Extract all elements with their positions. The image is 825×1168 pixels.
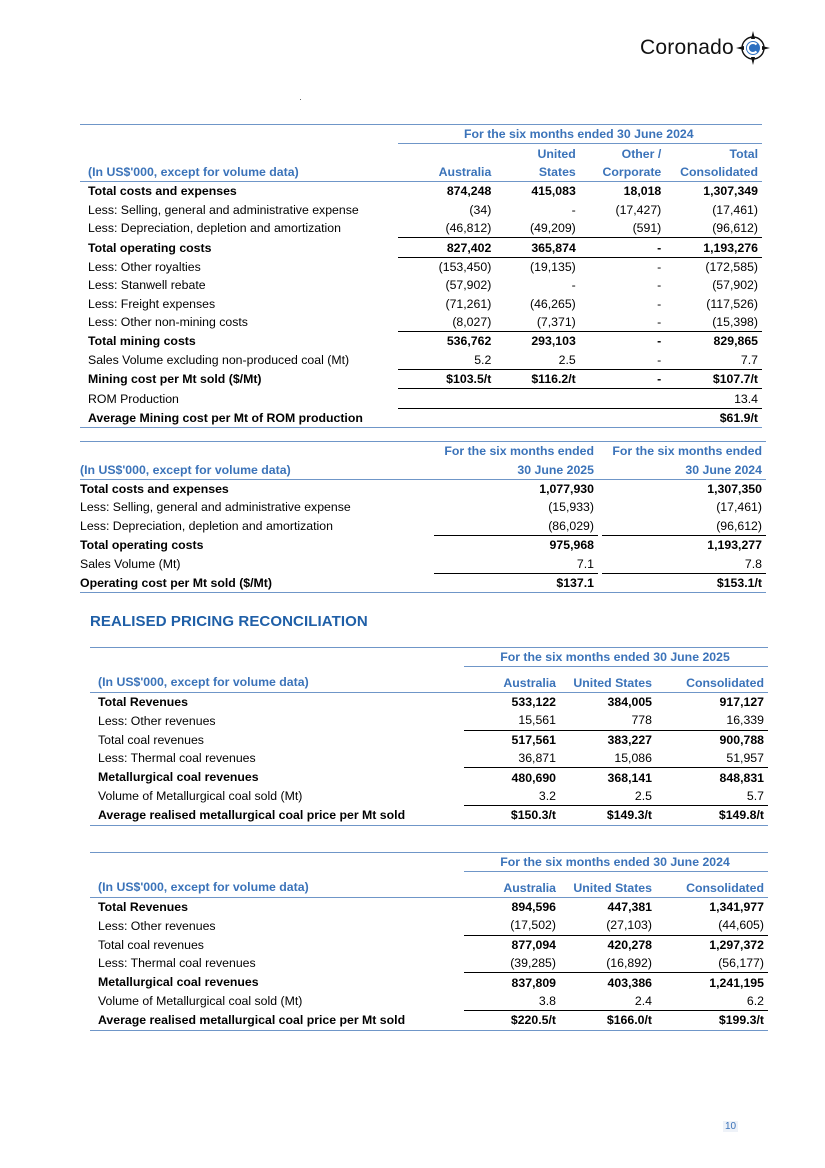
table-cell: Total Revenues — [98, 899, 188, 914]
table-cell: 837,809 — [511, 975, 556, 990]
table-row — [80, 498, 766, 516]
table-cell: - — [580, 238, 666, 257]
table-cell: 3.8 — [464, 992, 560, 1011]
column-header: Australia — [464, 667, 560, 692]
column-header: United States — [560, 667, 656, 692]
table-cell: 403,386 — [607, 975, 652, 990]
table-cell: $199.3/t — [656, 1011, 768, 1030]
table-cell: $150.3/t — [464, 806, 560, 825]
table-cell: (56,177) — [656, 954, 768, 973]
table-cell: (17,461) — [712, 202, 758, 217]
mining-cost-table-2024 — [80, 124, 762, 428]
table-cell: $107.7/t — [665, 370, 762, 389]
table-cell: 15,561 — [464, 711, 560, 730]
table-row — [90, 992, 768, 1011]
table-cell: 917,127 — [719, 694, 764, 709]
realised-pricing-table-2025 — [90, 647, 768, 826]
operating-cost-table — [80, 441, 766, 593]
table-cell: Total coal revenues — [98, 937, 204, 952]
table-row — [80, 238, 762, 257]
table-row — [90, 935, 768, 954]
table-row — [80, 517, 766, 536]
column-header: 30 June 2024 — [602, 460, 766, 479]
table-cell: (591) — [580, 219, 666, 238]
table-row — [80, 182, 762, 201]
table-row — [80, 313, 762, 332]
page-number: 10 — [725, 1121, 737, 1132]
table-row — [90, 806, 768, 825]
column-header: United — [537, 146, 576, 161]
table-cell: 383,227 — [607, 732, 652, 747]
table-cell: (71,261) — [445, 296, 492, 311]
units-label: (In US$'000, except for volume data) — [80, 460, 434, 479]
column-header: For the six months ended — [434, 442, 598, 461]
units-label: (In US$'000, except for volume data) — [80, 163, 398, 182]
column-header: Australia — [464, 872, 560, 897]
table-cell: 894,596 — [511, 899, 556, 914]
table-cell: Total operating costs — [88, 240, 212, 255]
table-row — [80, 332, 762, 351]
column-header: Consolidated — [656, 667, 768, 692]
table-cell: (96,612) — [665, 219, 762, 238]
table-cell: (39,285) — [464, 954, 560, 973]
table-cell: 2.5 — [560, 787, 656, 806]
column-header: Consolidated — [665, 163, 762, 182]
table-cell: 5.7 — [656, 787, 768, 806]
table-row — [80, 535, 766, 554]
table-cell: 6.2 — [656, 992, 768, 1011]
table-cell: ROM Production — [88, 391, 179, 406]
table-cell: $61.9/t — [398, 408, 762, 427]
table-cell: 480,690 — [511, 770, 556, 785]
column-header: Other / — [621, 146, 662, 161]
table-cell: 829,865 — [713, 334, 758, 349]
table-row — [90, 954, 768, 973]
table-cell: (34) — [469, 202, 492, 217]
table-cell: Average realised metallurgical coal price per Mt sold — [90, 1011, 464, 1030]
table-cell: (46,812) — [398, 219, 496, 238]
table-row — [80, 295, 762, 313]
table-row — [80, 408, 762, 427]
table-cell: $149.3/t — [560, 806, 656, 825]
table-cell: 533,122 — [511, 694, 556, 709]
table-cell: Less: Other non-mining costs — [88, 315, 248, 330]
table-cell: 36,871 — [464, 749, 560, 768]
table-cell: (86,029) — [434, 517, 598, 536]
table-row — [80, 370, 762, 389]
table-cell: Total coal revenues — [98, 732, 204, 747]
table-cell: 2.5 — [495, 351, 579, 370]
column-header: For the six months ended — [602, 442, 766, 461]
table-cell: 7.1 — [434, 554, 598, 573]
table-row — [80, 276, 762, 294]
table-cell: 7.8 — [602, 554, 766, 573]
table-cell: 7.7 — [665, 351, 762, 370]
stray-mark — [300, 99, 301, 100]
table-cell: (17,427) — [615, 202, 662, 217]
table-cell: $149.8/t — [656, 806, 768, 825]
period-header: For the six months ended 30 June 2025 — [464, 648, 768, 667]
table-cell: 13.4 — [398, 389, 762, 408]
table-row — [90, 1011, 768, 1030]
table-row — [80, 573, 766, 592]
table-cell: (16,892) — [560, 954, 656, 973]
table-cell: 368,141 — [607, 770, 652, 785]
table-cell: Metallurgical coal revenues — [98, 975, 259, 990]
table-cell: Less: Other revenues — [98, 918, 216, 933]
table-cell: 877,094 — [511, 937, 556, 952]
table-cell: $103.5/t — [398, 370, 496, 389]
table-row — [80, 479, 766, 498]
table-cell: (17,502) — [464, 916, 560, 935]
table-cell: (117,526) — [706, 296, 758, 311]
table-cell: - — [657, 296, 662, 311]
coronado-logo — [640, 30, 771, 66]
table-cell: - — [580, 313, 666, 332]
table-row — [90, 711, 768, 730]
table-cell: 5.2 — [398, 351, 496, 370]
table-cell: 420,278 — [607, 937, 652, 952]
table-cell: Less: Other royalties — [88, 259, 201, 274]
table-row — [80, 219, 762, 238]
table-cell: $137.1 — [434, 573, 598, 592]
table-cell: 384,005 — [607, 694, 652, 709]
table-cell: - — [580, 370, 666, 389]
table-cell: 51,957 — [656, 749, 768, 768]
table-cell: Metallurgical coal revenues — [98, 770, 259, 785]
units-label: (In US$'000, except for volume data) — [90, 872, 464, 897]
table-cell: 447,381 — [607, 899, 652, 914]
table-cell: Total costs and expenses — [88, 184, 237, 199]
table-cell: Volume of Metallurgical coal sold (Mt) — [98, 789, 303, 804]
column-header: States — [495, 163, 579, 182]
compass-icon — [735, 30, 771, 66]
table-cell: 415,083 — [531, 184, 576, 199]
table-cell: 1,077,930 — [539, 481, 594, 496]
table-cell: (49,209) — [495, 219, 579, 238]
table-cell: 293,103 — [531, 334, 576, 349]
table-cell: (19,135) — [529, 259, 576, 274]
table-row — [90, 897, 768, 916]
table-cell: 1,193,276 — [665, 238, 762, 257]
table-cell: 874,248 — [446, 184, 492, 199]
table-cell: (57,902) — [445, 278, 492, 293]
table-cell: Mining cost per Mt sold ($/Mt) — [88, 372, 262, 387]
table-cell: Less: Depreciation, depletion and amortization — [88, 221, 341, 236]
table-cell: (27,103) — [560, 916, 656, 935]
table-cell: Total mining costs — [88, 334, 196, 349]
table-cell: (17,461) — [716, 500, 762, 515]
table-row — [90, 730, 768, 749]
table-cell: Operating cost per Mt sold ($/Mt) — [80, 573, 434, 592]
table-cell: Less: Selling, general and administrative expense — [88, 202, 359, 217]
table-cell: Sales Volume (Mt) — [80, 556, 181, 571]
table-cell: $220.5/t — [464, 1011, 560, 1030]
table-row — [90, 916, 768, 935]
table-cell: Sales Volume excluding non-produced coal (Mt) — [88, 353, 350, 368]
table-cell: Less: Freight expenses — [88, 296, 216, 311]
table-cell: (153,450) — [438, 259, 492, 274]
table-cell: 848,831 — [719, 770, 764, 785]
table-cell: Total Revenues — [98, 694, 188, 709]
table-cell: Average Mining cost per Mt of ROM production — [80, 408, 398, 427]
column-header: Corporate — [580, 163, 666, 182]
table-cell: 975,968 — [549, 538, 594, 553]
table-cell: - — [571, 278, 576, 293]
table-cell: 900,788 — [719, 732, 764, 747]
table-cell: 1,193,277 — [707, 538, 762, 553]
table-row — [80, 257, 762, 276]
table-row — [80, 389, 762, 408]
table-cell: (7,371) — [495, 313, 579, 332]
column-header: 30 June 2025 — [434, 460, 598, 479]
table-row — [90, 749, 768, 768]
column-header: Australia — [398, 163, 496, 182]
table-cell: Volume of Metallurgical coal sold (Mt) — [98, 994, 303, 1009]
realised-pricing-table-2024 — [90, 852, 768, 1031]
table-cell: 2.4 — [560, 992, 656, 1011]
table-cell: 365,874 — [495, 238, 579, 257]
table-cell: (8,027) — [398, 313, 496, 332]
table-cell — [398, 144, 496, 163]
table-cell: (15,398) — [665, 313, 762, 332]
table-cell: Less: Selling, general and administrative expense — [80, 500, 351, 515]
table-cell: - — [657, 334, 662, 349]
table-row — [90, 973, 768, 992]
table-row — [80, 554, 766, 573]
table-cell: 16,339 — [656, 711, 768, 730]
table-row — [90, 768, 768, 787]
table-cell: Less: Stanwell rebate — [88, 278, 206, 293]
table-row — [90, 692, 768, 711]
table-cell: (96,612) — [602, 517, 766, 536]
table-cell: Less: Depreciation, depletion and amortization — [80, 519, 333, 533]
table-cell: Total operating costs — [80, 537, 204, 552]
section-title: REALISED PRICING RECONCILIATION — [90, 613, 368, 630]
table-cell: Less: Thermal coal revenues — [98, 751, 256, 766]
table-cell: Total costs and expenses — [80, 481, 229, 496]
table-cell: 536,762 — [446, 334, 492, 349]
column-header: United States — [560, 872, 656, 897]
table-cell: 827,402 — [398, 238, 496, 257]
table-cell: 1,241,195 — [709, 975, 764, 990]
table-cell: - — [657, 259, 662, 274]
table-cell: (172,585) — [705, 259, 758, 274]
table-cell: 18,018 — [623, 184, 662, 199]
table-cell: 1,307,350 — [707, 481, 762, 496]
table-cell: 1,341,977 — [709, 899, 764, 914]
table-row — [80, 201, 762, 219]
table-cell: 778 — [560, 711, 656, 730]
table-cell: (46,265) — [529, 296, 576, 311]
table-cell: - — [580, 351, 666, 370]
table-cell: 1,297,372 — [709, 937, 764, 952]
column-header: Total — [729, 146, 758, 161]
period-header: For the six months ended 30 June 2024 — [398, 125, 762, 144]
table-cell: - — [657, 278, 662, 293]
table-cell: 15,086 — [560, 749, 656, 768]
table-cell: $116.2/t — [495, 370, 579, 389]
table-cell: (44,605) — [656, 916, 768, 935]
period-header: For the six months ended 30 June 2024 — [464, 853, 768, 872]
table-cell: $166.0/t — [560, 1011, 656, 1030]
table-cell: Average realised metallurgical coal price per Mt sold — [90, 806, 464, 825]
column-header: Consolidated — [656, 872, 768, 897]
units-label: (In US$'000, except for volume data) — [90, 667, 464, 692]
table-cell: 3.2 — [464, 787, 560, 806]
table-cell: Less: Other revenues — [98, 713, 216, 728]
table-cell: - — [571, 202, 576, 217]
table-row — [90, 787, 768, 806]
logo-text: Coronado — [640, 36, 734, 59]
table-cell: $153.1/t — [602, 573, 766, 592]
table-cell: 1,307,349 — [703, 184, 758, 199]
table-cell: (15,933) — [548, 500, 594, 515]
table-row — [80, 351, 762, 370]
table-cell: (57,902) — [712, 278, 758, 293]
table-cell: Less: Thermal coal revenues — [98, 956, 256, 971]
table-cell: 517,561 — [511, 732, 556, 747]
